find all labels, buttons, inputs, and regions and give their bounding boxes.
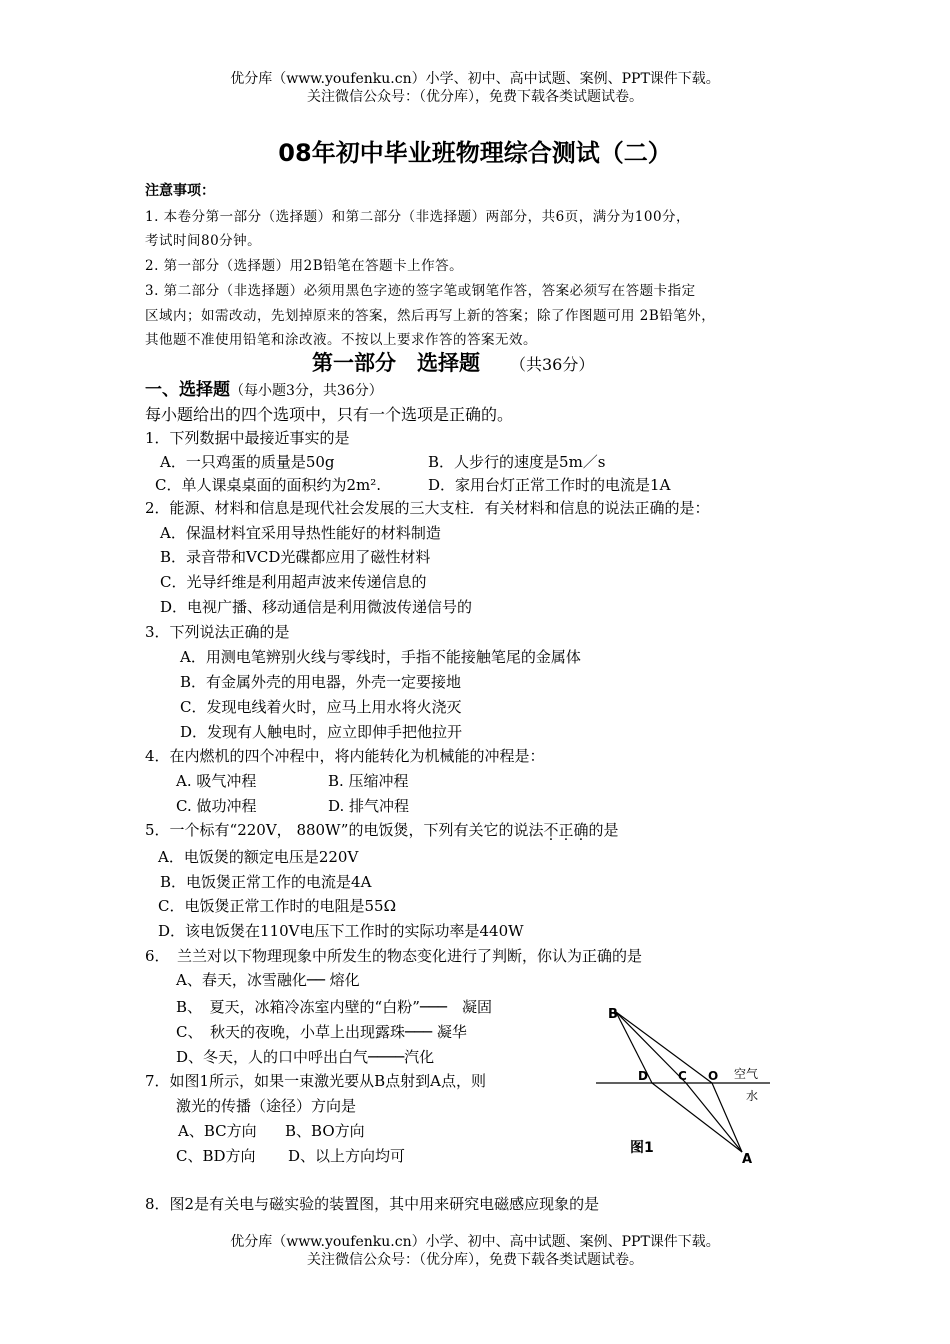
section-1-subtitle: （每小题3分，共36分）: [230, 383, 383, 399]
q1-option-a: A．一只鸡蛋的质量是50g: [160, 453, 335, 471]
section-1-heading: 一、选择题: [145, 380, 230, 400]
label-point-b: B: [608, 1007, 618, 1022]
label-water: 水: [746, 1089, 759, 1103]
q5-option-c: C．电饭煲正常工作时的电阻是55Ω: [158, 897, 397, 915]
note-line: 区域内；如需改动，先划掉原来的答案，然后再写上新的答案；除了作图题可用 2B铅笔外，: [145, 308, 716, 324]
label-point-c: C: [678, 1069, 687, 1083]
q5-stem-start: 5．一个标有“220V， 880W”的电饭煲，下列有关它的说法: [145, 821, 544, 839]
q5-stem: [145, 819, 619, 840]
footer-line-2: 关注微信公众号：（优分库），免费下载各类试题试卷。: [307, 1252, 643, 1268]
q6-option-b: B、 夏天，冰箱冷冻室内壁的“白粉”─── 凝固: [176, 998, 492, 1016]
note-line: 其他题不准使用铅笔和涂改液。不按以上要求作答的答案无效。: [145, 332, 537, 348]
q4-option-c: C. 做功冲程: [176, 797, 257, 815]
q5-option-b: B．电饭煲正常工作的电流是4A: [160, 873, 372, 891]
q4-option-a: A. 吸气冲程: [176, 772, 257, 790]
q7-stem-line-2: 激光的传播（途径）方向是: [176, 1097, 357, 1115]
q2-option-d: D．电视广播、移动通信是利用微波传递信号的: [160, 598, 473, 616]
section-1-title: [145, 375, 383, 400]
ray-ca: [686, 1083, 742, 1152]
q7-option-b: B、BO方向: [285, 1122, 365, 1140]
notes-heading: 注意事项：: [145, 183, 215, 199]
q1-option-d: D．家用台灯正常工作时的电流是1A: [428, 476, 671, 494]
q5-option-d: D．该电饭煲在110V电压下工作时的实际功率是440W: [158, 922, 524, 940]
q7-option-a: A、BC方向: [178, 1122, 257, 1140]
q1-stem: 1．下列数据中最接近事实的是: [145, 429, 350, 447]
q1-option-b: B．人步行的速度是5m／s: [428, 453, 606, 471]
q5-stem-end: 的是: [588, 821, 619, 839]
q3-option-a: A．用测电笔辨别火线与零线时，手指不能接触笔尾的金属体: [180, 648, 581, 666]
label-air: 空气: [734, 1067, 759, 1081]
note-line: 2. 第一部分（选择题）用2B铅笔在答题卡上作答。: [145, 258, 464, 274]
q6-option-c: C、 秋天的夜晚，小草上出现露珠─── 凝华: [176, 1023, 467, 1041]
q3-stem: 3．下列说法正确的是: [145, 623, 290, 641]
footer-line-1: 优分库（www.youfenku.cn）小学、初中、高中试题、案例、PPT课件下载。: [230, 1234, 720, 1250]
q7-option-d: D、以上方向均可: [288, 1147, 406, 1165]
label-point-d: D: [638, 1069, 648, 1083]
q4-stem: 4．在内燃机的四个冲程中，将内能转化为机械能的冲程是：: [145, 747, 545, 765]
section-1-instruction: 每小题给出的四个选项中，只有一个选项是正确的。: [145, 405, 514, 424]
part-1-points: （共36分）: [510, 355, 595, 374]
q4-option-d: D. 排气冲程: [328, 797, 410, 815]
q3-option-c: C．发现电线着火时，应马上用水将火浇灭: [180, 698, 462, 716]
label-point-o: O: [708, 1069, 719, 1083]
ray-oa: [712, 1083, 742, 1152]
q6-stem: 6． 兰兰对以下物理现象中所发生的物态变化进行了判断，你认为正确的是: [145, 947, 643, 965]
q5-emphasis-char: 确: [573, 821, 589, 839]
ray-bc: [616, 1012, 686, 1083]
q1-option-c: C．单人课桌桌面的面积约为2m².: [155, 476, 382, 494]
ray-da: [652, 1083, 742, 1152]
q5-option-a: A．电饭煲的额定电压是220V: [158, 848, 359, 866]
q7-stem-line-1: 7．如图1所示，如果一束激光要从B点射到A点，则: [145, 1072, 486, 1090]
q2-option-c: C．光导纤维是利用超声波来传递信息的: [160, 573, 427, 591]
q8-stem: 8．图2是有关电与磁实验的装置图，其中用来研究电磁感应现象的是: [145, 1195, 600, 1213]
page-title: 08年初中毕业班物理综合测试（二）: [278, 139, 672, 167]
note-line: 考试时间80分钟。: [145, 233, 262, 249]
header-line-2: 关注微信公众号：（优分库），免费下载各类试题试卷。: [307, 89, 643, 105]
q5-emphasis-char: 正: [558, 821, 574, 839]
note-line: 1. 本卷分第一部分（选择题）和第二部分（非选择题）两部分，共6页，满分为100分，: [145, 209, 691, 225]
label-point-a: A: [742, 1152, 753, 1167]
q6-option-a: A、春天，冰雪融化── 熔化: [176, 971, 360, 989]
q3-option-b: B．有金属外壳的用电器，外壳一定要接地: [180, 673, 462, 691]
q2-option-b: B．录音带和VCD光碟都应用了磁性材料: [160, 548, 431, 566]
figure-1-diagram: [592, 1000, 782, 1170]
part-1-title: [312, 347, 594, 377]
q3-option-d: D．发现有人触电时，应立即伸手把他拉开: [180, 723, 463, 741]
header-line-1: 优分库（www.youfenku.cn）小学、初中、高中试题、案例、PPT课件下载。: [230, 71, 720, 87]
q4-option-b: B. 压缩冲程: [328, 772, 409, 790]
note-line: 3. 第二部分（非选择题）必须用黑色字迹的签字笔或钢笔作答，答案必须写在答题卡指定: [145, 283, 696, 299]
figure-1-caption: 图1: [630, 1140, 654, 1156]
q6-option-d: D、冬天，人的口中呼出白气────汽化: [176, 1048, 435, 1066]
q5-emphasis-char: 不: [543, 821, 559, 839]
q2-stem: 2．能源、材料和信息是现代社会发展的三大支柱．有关材料和信息的说法正确的是：: [145, 499, 710, 517]
q2-option-a: A．保温材料宜采用导热性能好的材料制造: [160, 524, 441, 542]
q7-option-c: C、BD方向: [176, 1147, 256, 1165]
ray-bo: [616, 1012, 712, 1083]
part-1-title-text: 第一部分 选择题: [312, 351, 480, 375]
